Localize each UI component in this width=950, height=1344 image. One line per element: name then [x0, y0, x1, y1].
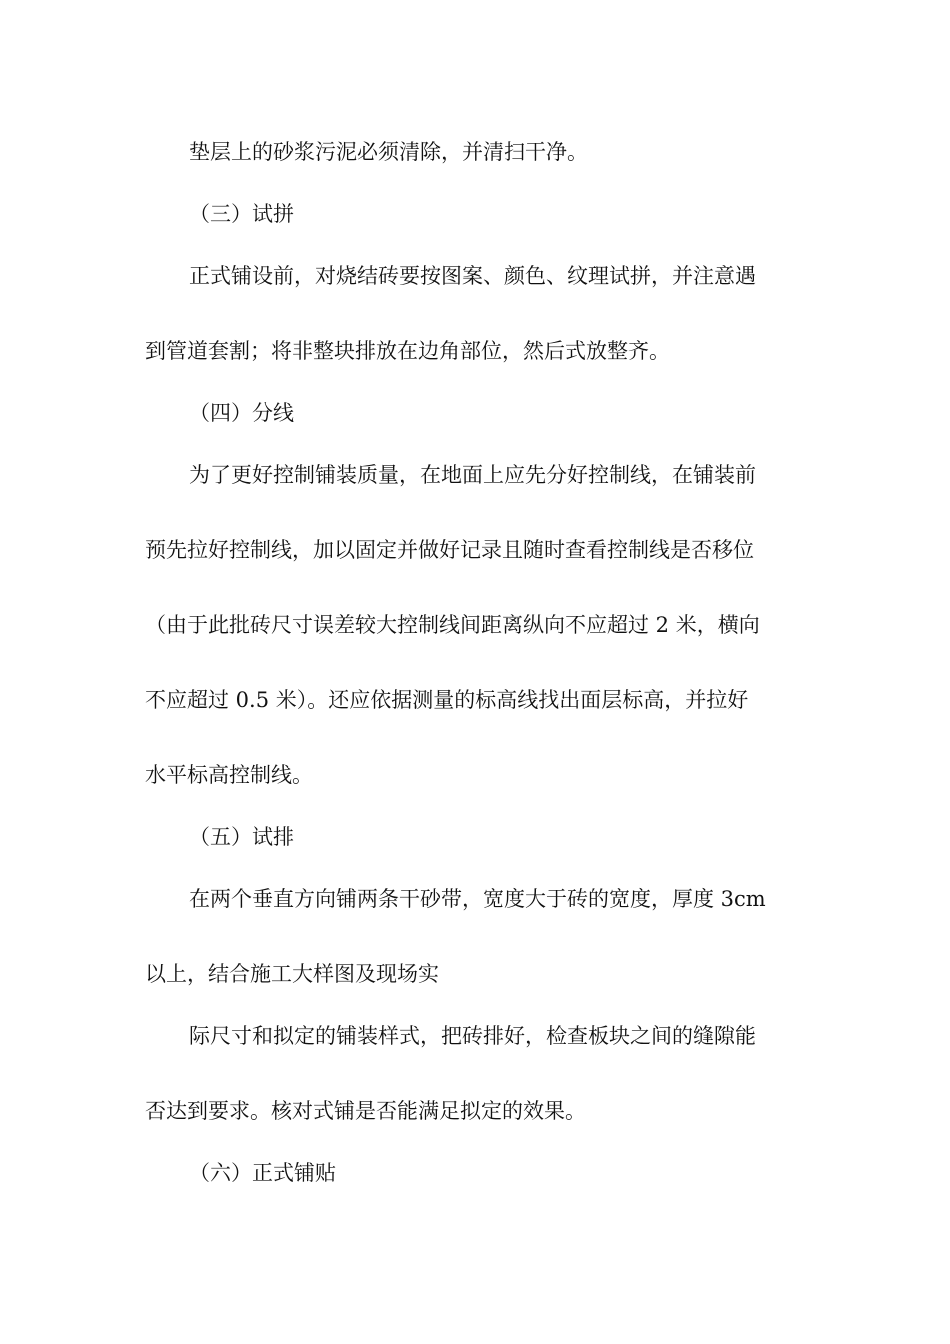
- paragraph-line: 以上，结合施工大样图及现场实: [145, 962, 439, 986]
- paragraph-line: 际尺寸和拟定的铺装样式，把砖排好，检查板块之间的缝隙能: [189, 1024, 756, 1048]
- paragraph-line: 到管道套割；将非整块排放在边角部位，然后式放整齐。: [145, 339, 670, 363]
- paragraph-line: 为了更好控制铺装质量，在地面上应先分好控制线，在铺装前: [189, 463, 756, 487]
- paragraph-line: （由于此批砖尺寸误差较大控制线间距离纵向不应超过 2 米，横向: [145, 613, 760, 637]
- paragraph-line: 预先拉好控制线，加以固定并做好记录且随时查看控制线是否移位: [145, 538, 754, 562]
- paragraph-line: 不应超过 0.5 米）。还应依据测量的标高线找出面层标高，并拉好: [145, 688, 749, 712]
- section-heading: （四）分线: [189, 401, 294, 425]
- section-heading: （六）正式铺贴: [189, 1161, 336, 1185]
- paragraph-line: 否达到要求。核对式铺是否能满足拟定的效果。: [145, 1099, 586, 1123]
- paragraph-line: 正式铺设前，对烧结砖要按图案、颜色、纹理试拼，并注意遇: [189, 264, 756, 288]
- section-heading: （五）试排: [189, 825, 294, 849]
- section-heading: （三）试拼: [189, 202, 294, 226]
- paragraph-line: 水平标高控制线。: [145, 763, 313, 787]
- paragraph-line: 垫层上的砂浆污泥必须清除，并清扫干净。: [189, 140, 588, 164]
- paragraph-line: 在两个垂直方向铺两条干砂带，宽度大于砖的宽度，厚度 3cm: [189, 887, 766, 911]
